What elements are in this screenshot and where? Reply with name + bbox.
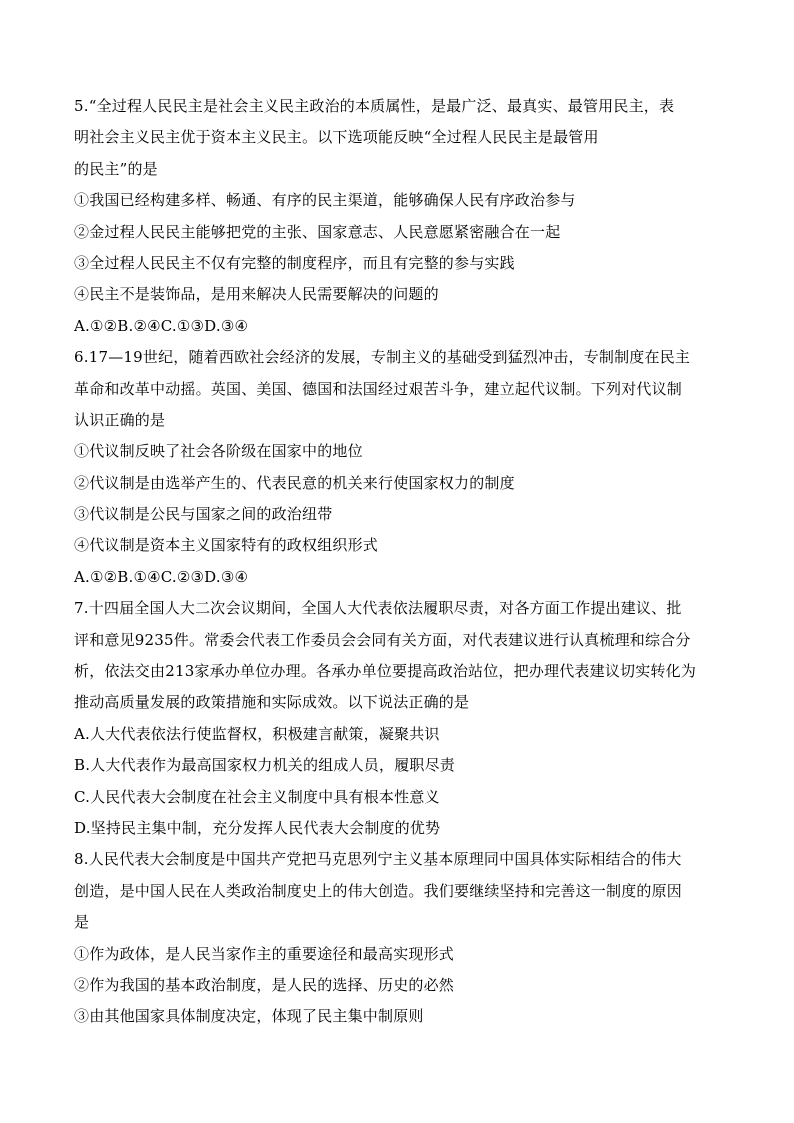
question-stem-line: 6.17—19世纪，随着西欧社会经济的发展，专制主义的基础受到猛烈冲击，专制制度在民主 [74,348,691,367]
document-page [74,91,724,1033]
answer-options: A.①②B.①④C.②③D.③④ [74,567,249,586]
question-stem-line: 8.人民代表大会制度是中国共产党把马克思列宁主义基本原理同中国具体实际相结合的伟大 [74,850,682,869]
statement: ③代议制是公民与国家之间的政治纽带 [74,505,333,524]
statement: ①代议制反映了社会各阶级在国家中的地位 [74,442,363,461]
question-stem-line: 的民主”的是 [74,159,158,178]
answer-choice: D.坚持民主集中制，充分发挥人民代表大会制度的优势 [74,818,441,837]
question-6 [74,342,724,593]
answer-choice: A.人大代表依法行使监督权，积极建言献策，凝聚共识 [74,724,440,743]
question-8 [74,844,724,1032]
statement: ①作为政体，是人民当家作主的重要途径和最高实现形式 [74,944,455,963]
question-stem-line: 推动高质量发展的政策措施和实际成效。以下说法正确的是 [74,693,470,712]
statement: ③由其他国家具体制度决定，体现了民主集中制原则 [74,1007,424,1026]
statement: ②代议制是由选举产生的、代表民意的机关来行使国家权力的制度 [74,473,515,492]
statement: ②作为我国的基本政治制度，是人民的选择、历史的必然 [74,975,455,994]
question-stem-line: 是 [74,913,90,932]
question-stem-line: 5.“全过程人民民主是社会主义民主政治的本质属性，是最广泛、最真实、最管用民主，表 [74,97,675,115]
statement: ②金过程人民民主能够把党的主张、国家意志、人民意愿紧密融合在一起 [74,222,561,241]
question-stem-line: 创造，是中国人民在人类政治制度史上的伟大创造。我们要继续坚持和完善这一制度的原因 [74,881,683,900]
question-stem-line: 认识正确的是 [74,410,166,429]
question-stem-line: 明社会主义民主优于资本主义民主。以下选项能反映“全过程人民民主是最管用 [74,128,599,147]
answer-options: A.①②B.②④C.①③D.③④ [74,316,249,335]
question-stem-line: 革命和改革中动摇。英国、美国、德国和法国经过艰苦斗争，建立起代议制。下列对代议制 [74,379,683,398]
answer-choice: B.人大代表作为最高国家权力机关的组成人员，履职尽责 [74,756,455,775]
question-stem-line: 7.十四届全国人大二次会议期间，全国人大代表依法履职尽责，对各方面工作提出建议、批 [74,599,682,618]
question-5 [74,91,724,342]
statement: ①我国已经构建多样、畅通、有序的民主渠道，能够确保人民有序政治参与 [74,191,576,210]
statement: ③全过程人民民主不仅有完整的制度程序，而且有完整的参与实践 [74,253,515,272]
question-stem-line: 评和意见9235件。常委会代表工作委员会会同有关方面，对代表建议进行认真梳理和综合分 [74,630,691,649]
question-stem-line: 析，依法交由213家承办单位办理。各承办单位要提高政治站位，把办理代表建议切实转化为 [74,662,697,681]
statement: ④代议制是资本主义国家特有的政权组织形式 [74,536,379,555]
answer-choice: C.人民代表大会制度在社会主义制度中具有根本性意义 [74,787,440,806]
question-7 [74,593,724,844]
statement: ④民主不是装饰品，是用来解决人民需要解决的问题的 [74,285,439,304]
